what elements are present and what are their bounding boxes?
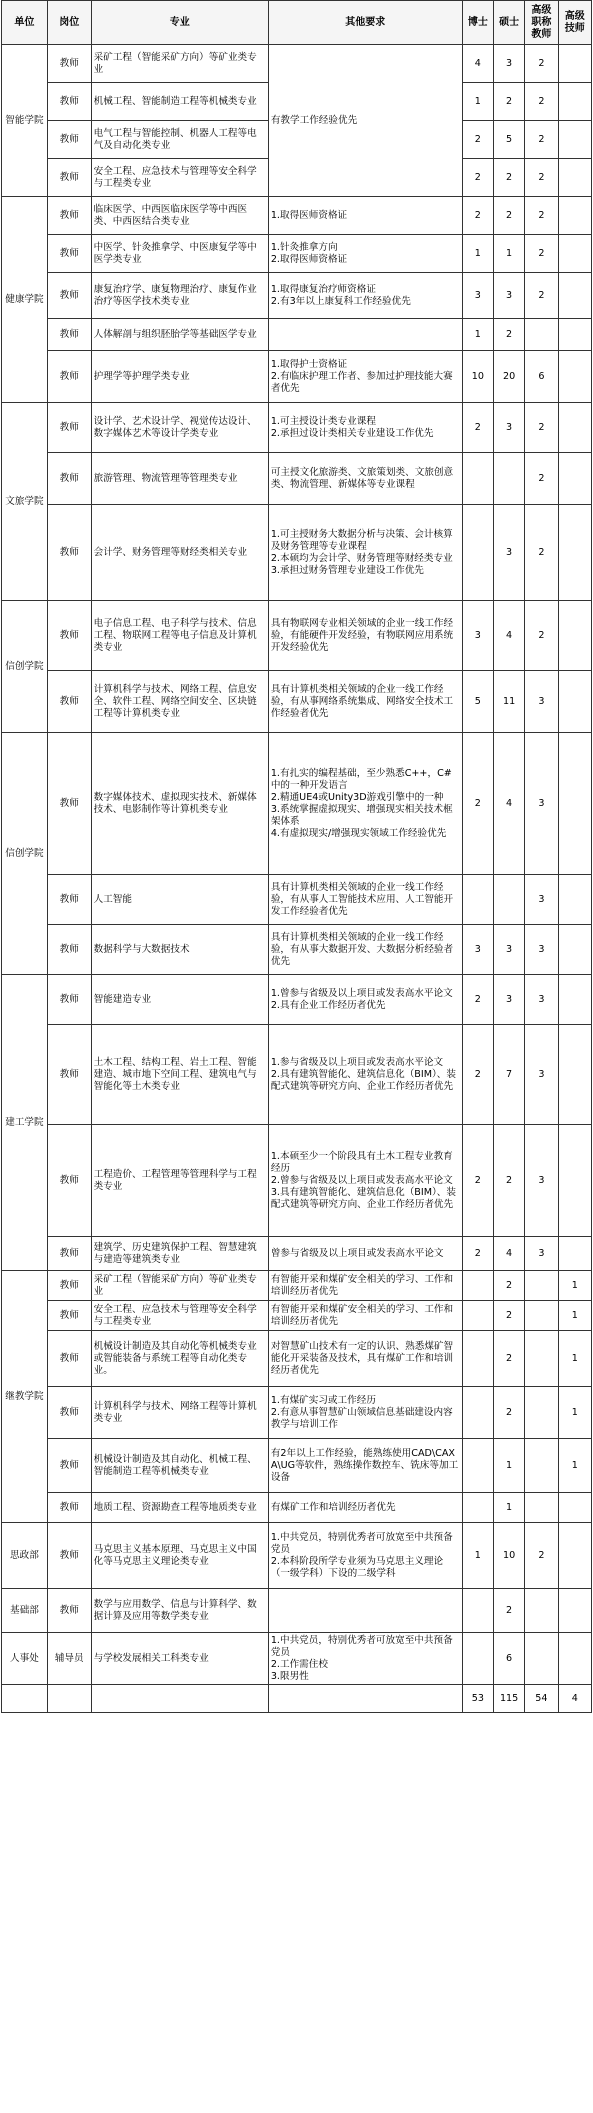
post-cell: 教师 [47,351,91,403]
senior-tech-count-cell [558,453,591,505]
header-unit: 单位 [2,1,48,45]
senior-teacher-count-cell: 3 [525,975,558,1025]
post-cell: 教师 [47,601,91,671]
senior-teacher-count-cell [525,1493,558,1523]
table-row [2,925,592,975]
header-row [2,1,592,45]
table-row [2,403,592,453]
header-senior-teacher: 高级职称教师 [525,1,558,45]
requirements-cell: 有智能开采和煤矿安全相关的学习、工作和培训经历者优先 [268,1301,462,1331]
post-cell: 辅导员 [47,1633,91,1685]
post-cell: 教师 [47,45,91,83]
requirements-cell: 可主授文化旅游类、文旅策划类、文旅创意类、物流管理、新媒体等专业课程 [268,453,462,505]
major-cell: 设计学、艺术设计学、视觉传达设计、数字媒体艺术等设计学类专业 [91,403,268,453]
master-count-cell: 3 [493,273,524,319]
phd-count-cell [462,1301,493,1331]
senior-teacher-count-cell: 2 [525,235,558,273]
senior-tech-count-cell [558,1125,591,1237]
master-count-cell: 4 [493,601,524,671]
master-count-cell: 2 [493,159,524,197]
master-count-cell: 3 [493,975,524,1025]
table-row [2,505,592,601]
post-cell: 教师 [47,1271,91,1301]
requirements-cell: 1.取得康复治疗师资格证 2.有3年以上康复科工作经验优先 [268,273,462,319]
senior-tech-count-cell: 1 [558,1439,591,1493]
senior-teacher-count-cell [525,1331,558,1387]
senior-teacher-count-cell: 3 [525,671,558,733]
master-count-cell [493,875,524,925]
master-count-cell: 10 [493,1523,524,1589]
header-master: 硕士 [493,1,524,45]
table-row [2,1301,592,1331]
post-cell: 教师 [47,453,91,505]
requirements-cell: 有2年以上工作经验，能熟练使用CAD\CAXA\UG等软件，熟练操作数控车、铣床等加工设备 [268,1439,462,1493]
post-cell: 教师 [47,1589,91,1633]
table-row [2,1237,592,1271]
major-cell: 计算机科学与技术、网络工程等计算机类专业 [91,1387,268,1439]
table-row [2,1589,592,1633]
post-cell: 教师 [47,121,91,159]
total-master: 115 [493,1685,524,1713]
table-row [2,1387,592,1439]
phd-count-cell: 2 [462,1025,493,1125]
recruitment-table [1,0,592,1713]
header-post: 岗位 [47,1,91,45]
table-row [2,453,592,505]
post-cell: 教师 [47,273,91,319]
major-cell: 安全工程、应急技术与管理等安全科学与工程类专业 [91,159,268,197]
table-row [2,45,592,83]
table-row [2,351,592,403]
post-cell: 教师 [47,925,91,975]
major-cell: 采矿工程（智能采矿方向）等矿业类专业 [91,45,268,83]
senior-teacher-count-cell [525,1633,558,1685]
phd-count-cell: 1 [462,235,493,273]
senior-tech-count-cell [558,197,591,235]
major-cell: 智能建造专业 [91,975,268,1025]
senior-tech-count-cell [558,1493,591,1523]
senior-tech-count-cell [558,403,591,453]
major-cell: 临床医学、中西医临床医学等中西医类、中西医结合类专业 [91,197,268,235]
phd-count-cell: 4 [462,45,493,83]
senior-teacher-count-cell: 2 [525,1523,558,1589]
requirements-cell: 1.曾参与省级及以上项目或发表高水平论文 2.具有企业工作经历者优先 [268,975,462,1025]
table-row [2,733,592,875]
post-cell: 教师 [47,1125,91,1237]
master-count-cell: 2 [493,1589,524,1633]
senior-tech-count-cell [558,601,591,671]
major-cell: 安全工程、应急技术与管理等安全科学与工程类专业 [91,1301,268,1331]
master-count-cell: 2 [493,1387,524,1439]
total-senior-tech: 4 [558,1685,591,1713]
senior-tech-count-cell [558,351,591,403]
senior-teacher-count-cell: 3 [525,1125,558,1237]
requirements-cell: 1.有煤矿实习或工作经历 2.有意从事智慧矿山领域信息基础建设内容教学与培训工作 [268,1387,462,1439]
unit-cell: 人事处 [2,1633,48,1685]
post-cell: 教师 [47,197,91,235]
major-cell: 采矿工程（智能采矿方向）等矿业类专业 [91,1271,268,1301]
phd-count-cell [462,1493,493,1523]
phd-count-cell: 3 [462,925,493,975]
senior-tech-count-cell [558,1589,591,1633]
phd-count-cell [462,1331,493,1387]
table-row [2,975,592,1025]
requirements-cell [268,1589,462,1633]
senior-teacher-count-cell [525,1387,558,1439]
phd-count-cell [462,1387,493,1439]
master-count-cell: 7 [493,1025,524,1125]
phd-count-cell: 2 [462,733,493,875]
table-row [2,319,592,351]
senior-tech-count-cell [558,45,591,83]
major-cell: 护理学等护理学类专业 [91,351,268,403]
phd-count-cell: 2 [462,1237,493,1271]
table-row [2,1125,592,1237]
totals-row [2,1685,592,1713]
requirements-cell: 曾参与省级及以上项目或发表高水平论文 [268,1237,462,1271]
unit-cell: 智能学院 [2,45,48,197]
total-senior-teacher: 54 [525,1685,558,1713]
master-count-cell: 3 [493,45,524,83]
post-cell: 教师 [47,235,91,273]
requirements-cell: 对智慧矿山技术有一定的认识、熟悉煤矿智能化开采装备及技术，具有煤矿工作和培训经历者优先 [268,1331,462,1387]
master-count-cell: 4 [493,1237,524,1271]
post-cell: 教师 [47,319,91,351]
senior-tech-count-cell [558,319,591,351]
table-row [2,1331,592,1387]
requirements-cell: 1.参与省级及以上项目或发表高水平论文 2.具有建筑智能化、建筑信息化（BIM）、装配式建筑等研究方向、企业工作经历者优先 [268,1025,462,1125]
requirements-cell: 具有计算机类相关领域的企业一线工作经验，有从事人工智能技术应用、人工智能开发工作经验者优先 [268,875,462,925]
senior-teacher-count-cell: 2 [525,45,558,83]
senior-teacher-count-cell: 2 [525,197,558,235]
post-cell: 教师 [47,733,91,875]
senior-tech-count-cell: 1 [558,1387,591,1439]
phd-count-cell: 1 [462,83,493,121]
post-cell: 教师 [47,1439,91,1493]
major-cell: 机械设计制造及其自动化等机械类专业或智能装备与系统工程等自动化类专业。 [91,1331,268,1387]
post-cell: 教师 [47,83,91,121]
unit-cell: 健康学院 [2,197,48,403]
phd-count-cell [462,453,493,505]
unit-cell: 信创学院 [2,733,48,975]
phd-count-cell [462,1439,493,1493]
senior-teacher-count-cell: 3 [525,875,558,925]
master-count-cell: 2 [493,1331,524,1387]
master-count-cell: 1 [493,235,524,273]
requirements-cell: 1.中共党员，特别优秀者可放宽至中共预备党员 2.工作需住校 3.限男性 [268,1633,462,1685]
post-cell: 教师 [47,505,91,601]
unit-cell: 建工学院 [2,975,48,1271]
senior-tech-count-cell [558,159,591,197]
header-major: 专业 [91,1,268,45]
master-count-cell: 3 [493,403,524,453]
table-row [2,671,592,733]
major-cell: 电气工程与智能控制、机器人工程等电气及自动化类专业 [91,121,268,159]
table-row [2,197,592,235]
phd-count-cell: 3 [462,601,493,671]
master-count-cell: 1 [493,1439,524,1493]
major-cell: 人工智能 [91,875,268,925]
post-cell: 教师 [47,671,91,733]
senior-teacher-count-cell: 2 [525,453,558,505]
master-count-cell: 11 [493,671,524,733]
phd-count-cell [462,1271,493,1301]
senior-teacher-count-cell: 3 [525,1237,558,1271]
unit-cell: 基础部 [2,1589,48,1633]
senior-tech-count-cell [558,925,591,975]
table-row [2,875,592,925]
requirements-cell: 1.取得护士资格证 2.有临床护理工作者、参加过护理技能大赛者优先 [268,351,462,403]
major-cell: 人体解剖与组织胚胎学等基础医学专业 [91,319,268,351]
major-cell: 计算机科学与技术、网络工程、信息安全、软件工程、网络空间安全、区块链工程等计算机类专业 [91,671,268,733]
phd-count-cell [462,1589,493,1633]
senior-tech-count-cell [558,1633,591,1685]
phd-count-cell [462,875,493,925]
senior-tech-count-cell [558,83,591,121]
senior-tech-count-cell: 1 [558,1271,591,1301]
requirements-cell: 有煤矿工作和培训经历者优先 [268,1493,462,1523]
post-cell: 教师 [47,1331,91,1387]
table-row [2,601,592,671]
senior-tech-count-cell [558,505,591,601]
major-cell: 地质工程、资源勘查工程等地质类专业 [91,1493,268,1523]
senior-tech-count-cell [558,975,591,1025]
senior-teacher-count-cell: 2 [525,83,558,121]
post-cell: 教师 [47,875,91,925]
phd-count-cell: 10 [462,351,493,403]
senior-tech-count-cell [558,733,591,875]
master-count-cell: 4 [493,733,524,875]
post-cell: 教师 [47,1523,91,1589]
master-count-cell: 2 [493,1125,524,1237]
senior-tech-count-cell [558,875,591,925]
senior-tech-count-cell [558,671,591,733]
major-cell: 工程造价、工程管理等管理科学与工程类专业 [91,1125,268,1237]
table-row [2,1633,592,1685]
senior-tech-count-cell [558,1523,591,1589]
post-cell: 教师 [47,1237,91,1271]
major-cell: 中医学、针灸推拿学、中医康复学等中医学类专业 [91,235,268,273]
unit-cell: 思政部 [2,1523,48,1589]
header-phd: 博士 [462,1,493,45]
senior-teacher-count-cell: 2 [525,121,558,159]
senior-tech-count-cell [558,1237,591,1271]
requirements-cell: 有教学工作经验优先 [268,45,462,197]
major-cell: 旅游管理、物流管理等管理类专业 [91,453,268,505]
table-row [2,1025,592,1125]
requirements-cell: 具有物联网专业相关领域的企业一线工作经验，有能硬件开发经验，有物联网应用系统开发经验优先 [268,601,462,671]
master-count-cell: 2 [493,1301,524,1331]
major-cell: 康复治疗学、康复物理治疗、康复作业治疗等医学技术类专业 [91,273,268,319]
phd-count-cell: 2 [462,159,493,197]
major-cell: 数学与应用数学、信息与计算科学、数据计算及应用等数学类专业 [91,1589,268,1633]
table-row [2,273,592,319]
master-count-cell: 2 [493,1271,524,1301]
senior-teacher-count-cell: 2 [525,505,558,601]
total-phd: 53 [462,1685,493,1713]
phd-count-cell [462,1633,493,1685]
master-count-cell: 1 [493,1493,524,1523]
phd-count-cell [462,505,493,601]
table-body [2,45,592,1685]
phd-count-cell: 3 [462,273,493,319]
senior-teacher-count-cell [525,319,558,351]
post-cell: 教师 [47,975,91,1025]
major-cell: 数字媒体技术、虚拟现实技术、新媒体技术、电影制作等计算机类专业 [91,733,268,875]
table-row [2,235,592,273]
requirements-cell: 1.中共党员，特别优秀者可放宽至中共预备党员 2.本科阶段所学专业须为马克思主义理论（一级学科）下设的二级学科 [268,1523,462,1589]
unit-cell: 文旅学院 [2,403,48,601]
major-cell: 建筑学、历史建筑保护工程、智慧建筑与建造等建筑类专业 [91,1237,268,1271]
header-senior-tech: 高级技师 [558,1,591,45]
senior-teacher-count-cell: 2 [525,273,558,319]
senior-teacher-count-cell [525,1589,558,1633]
senior-teacher-count-cell: 3 [525,733,558,875]
senior-teacher-count-cell: 3 [525,1025,558,1125]
phd-count-cell: 2 [462,975,493,1025]
major-cell: 与学校发展相关工科类专业 [91,1633,268,1685]
phd-count-cell: 1 [462,319,493,351]
major-cell: 会计学、财务管理等财经类相关专业 [91,505,268,601]
table-row [2,1523,592,1589]
requirements-cell: 1.可主授设计类专业课程 2.承担过设计类相关专业建设工作优先 [268,403,462,453]
phd-count-cell: 2 [462,121,493,159]
senior-teacher-count-cell: 2 [525,403,558,453]
post-cell: 教师 [47,159,91,197]
senior-teacher-count-cell: 2 [525,159,558,197]
major-cell: 机械设计制造及其自动化、机械工程、智能制造工程等机械类专业 [91,1439,268,1493]
major-cell: 机械工程、智能制造工程等机械类专业 [91,83,268,121]
table-row [2,1493,592,1523]
requirements-cell: 1.取得医师资格证 [268,197,462,235]
master-count-cell: 2 [493,319,524,351]
senior-tech-count-cell: 1 [558,1301,591,1331]
master-count-cell: 3 [493,505,524,601]
requirements-cell [268,319,462,351]
requirements-cell: 1.本硕至少一个阶段具有土木工程专业教育经历 2.曾参与省级及以上项目或发表高水平论文 3.具有建筑智能化、建筑信息化（BIM）、装配式建筑等研究方向、企业工作经历者优先 [268,1125,462,1237]
table-row [2,1271,592,1301]
table-row [2,1439,592,1493]
master-count-cell [493,453,524,505]
senior-teacher-count-cell [525,1439,558,1493]
senior-teacher-count-cell: 6 [525,351,558,403]
post-cell: 教师 [47,1387,91,1439]
major-cell: 电子信息工程、电子科学与技术、信息工程、物联网工程等电子信息及计算机类专业 [91,601,268,671]
master-count-cell: 2 [493,197,524,235]
post-cell: 教师 [47,1493,91,1523]
requirements-cell: 1.针灸推拿方向 2.取得医师资格证 [268,235,462,273]
requirements-cell: 1.可主授财务大数据分析与决策、会计核算及财务管理等专业课程 2.本硕均为会计学、财务管理等财经类专业 3.承担过财务管理专业建设工作优先 [268,505,462,601]
unit-cell: 继教学院 [2,1271,48,1523]
phd-count-cell: 2 [462,403,493,453]
master-count-cell: 6 [493,1633,524,1685]
major-cell: 数据科学与大数据技术 [91,925,268,975]
post-cell: 教师 [47,1301,91,1331]
phd-count-cell: 2 [462,197,493,235]
requirements-cell: 1.有扎实的编程基础，至少熟悉C++，C#中的一种开发语言 2.精通UE4或Unity3D游戏引擎中的一种 3.系统掌握虚拟现实、增强现实相关技术框架体系 4.有虚拟现实/增强现实领域工作经验优先 [268,733,462,875]
senior-teacher-count-cell: 3 [525,925,558,975]
senior-teacher-count-cell: 2 [525,601,558,671]
phd-count-cell: 2 [462,1125,493,1237]
phd-count-cell: 1 [462,1523,493,1589]
phd-count-cell: 5 [462,671,493,733]
senior-teacher-count-cell [525,1301,558,1331]
master-count-cell: 5 [493,121,524,159]
header-requirements: 其他要求 [268,1,462,45]
unit-cell: 信创学院 [2,601,48,733]
senior-tech-count-cell [558,121,591,159]
master-count-cell: 3 [493,925,524,975]
senior-tech-count-cell [558,1025,591,1125]
requirements-cell: 具有计算机类相关领域的企业一线工作经验，有从事网络系统集成、网络安全技术工作经验者优先 [268,671,462,733]
senior-tech-count-cell [558,235,591,273]
post-cell: 教师 [47,403,91,453]
senior-teacher-count-cell [525,1271,558,1301]
requirements-cell: 具有计算机类相关领域的企业一线工作经验，有从事大数据开发、大数据分析经验者优先 [268,925,462,975]
senior-tech-count-cell: 1 [558,1331,591,1387]
master-count-cell: 20 [493,351,524,403]
post-cell: 教师 [47,1025,91,1125]
master-count-cell: 2 [493,83,524,121]
major-cell: 土木工程、结构工程、岩土工程、智能建造、城市地下空间工程、建筑电气与智能化等土木类专业 [91,1025,268,1125]
major-cell: 马克思主义基本原理、马克思主义中国化等马克思主义理论类专业 [91,1523,268,1589]
requirements-cell: 有智能开采和煤矿安全相关的学习、工作和培训经历者优先 [268,1271,462,1301]
senior-tech-count-cell [558,273,591,319]
